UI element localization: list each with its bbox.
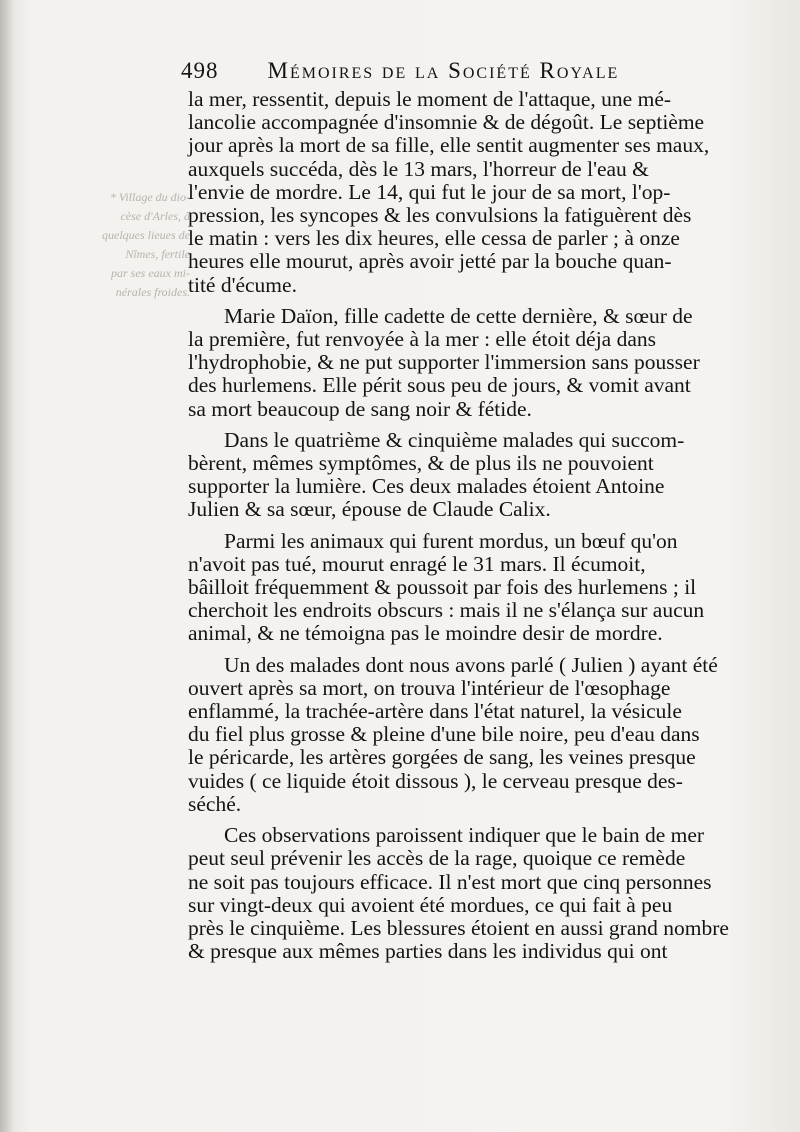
text-line: bâilloit fréquemment & poussoit par fois des hurlemens ; il [188,575,697,600]
text-line: l'envie de mordre. Le 14, qui fut le jour de sa mort, l'op- [188,179,671,204]
text-line: la première, fut renvoyée à la mer : elle étoit déja dans [188,327,657,352]
text-line: tité d'écume. [188,272,297,297]
running-head: Mémoires de la Société Royale [267,58,620,83]
text-line: des hurlemens. Elle périt sous peu de jours, & vomit avant [188,373,691,398]
text-line: vuides ( ce liquide étoit dissous ), le cerveau presque des- [188,768,683,793]
paragraph [188,530,773,646]
text-line: Julien & sa sœur, épouse de Claude Calix. [188,497,551,522]
text-line: jour après la mort de sa fille, elle sentit augmenter ses maux, [188,133,710,158]
text-line: animal, & ne témoigna pas le moindre desir de mordre. [188,621,663,646]
text-line: Dans le quatrième & cinquième malades qui succom- [224,427,685,452]
paragraph [188,654,773,816]
text-line: ne soit pas toujours efficace. Il n'est mort que cinq personnes [188,869,712,894]
text-line: enflammé, la trachée-artère dans l'état naturel, la vésicule [188,699,682,724]
text-line: lancolie accompagnée d'insomnie & de dégoût. Le septième [188,110,705,135]
text-line: peut seul prévenir les accès de la rage, quoique ce remède [188,846,686,871]
text-line: sa mort beaucoup de sang noir & fétide. [188,396,532,421]
text-line: ouvert après sa mort, on trouva l'intérieur de l'œsophage [188,675,671,700]
show-through-note [40,188,190,302]
text-line: Marie Daïon, fille cadette de cette dernière, & sœur de [224,303,693,328]
text-line: Un des malades dont nous avons parlé ( Julien ) ayant été [224,652,718,677]
body-text [188,88,773,971]
text-line: bèrent, mêmes symptômes, & de plus ils ne pouvoient [188,451,654,476]
paragraph [188,429,773,522]
text-line: heures elle mourut, après avoir jetté par la bouche quan- [188,249,672,274]
text-line: Ces observations paroissent indiquer que le bain de mer [224,823,705,848]
text-line: sur vingt-deux qui avoient été mordues, ce qui fait à peu [188,892,673,917]
show-through-line: nérales froides. [115,285,190,299]
paragraph [188,305,773,421]
text-line: cherchoit les endroits obscurs : mais il ne s'élança sur aucun [188,598,705,623]
show-through-line: cèse d'Arles, à [120,209,190,223]
text-line: n'avoit pas tué, mourut enragé le 31 mars. Il écumoit, [188,551,646,576]
text-line: près le cinquième. Les blessures étoient en aussi grand nombre [188,915,729,940]
text-line: supporter la lumière. Ces deux malades étoient Antoine [188,474,665,499]
text-line: le péricarde, les artères gorgées de sang, les veines presque [188,745,696,770]
show-through-line: Nîmes, fertile [125,247,190,261]
text-line: le matin : vers les dix heures, elle cessa de parler ; à onze [188,226,680,251]
text-line: & presque aux mêmes parties dans les individus qui ont [188,939,668,964]
text-line: Parmi les animaux qui furent mordus, un bœuf qu'on [224,528,678,553]
page-header [181,58,721,84]
binding-shadow [0,0,14,1132]
page-number: 498 [181,58,219,83]
text-line: l'hydrophobie, & ne put supporter l'immersion sans pousser [188,350,700,375]
show-through-line: quelques lieues de [102,228,190,242]
text-line: du fiel plus grosse & pleine d'une bile noire, peu d'eau dans [188,722,700,747]
text-line: la mer, ressentit, depuis le moment de l'attaque, une mé- [188,87,672,111]
text-line: séché. [188,791,242,816]
paragraph [188,824,773,963]
text-line: pression, les syncopes & les convulsions la fatiguèrent dès [188,203,692,228]
show-through-line: par ses eaux mi- [111,266,190,280]
show-through-line: * Village du dio- [109,190,190,204]
paragraph [188,88,773,297]
text-line: auxquels succéda, dès le 13 mars, l'horreur de l'eau & [188,156,649,181]
